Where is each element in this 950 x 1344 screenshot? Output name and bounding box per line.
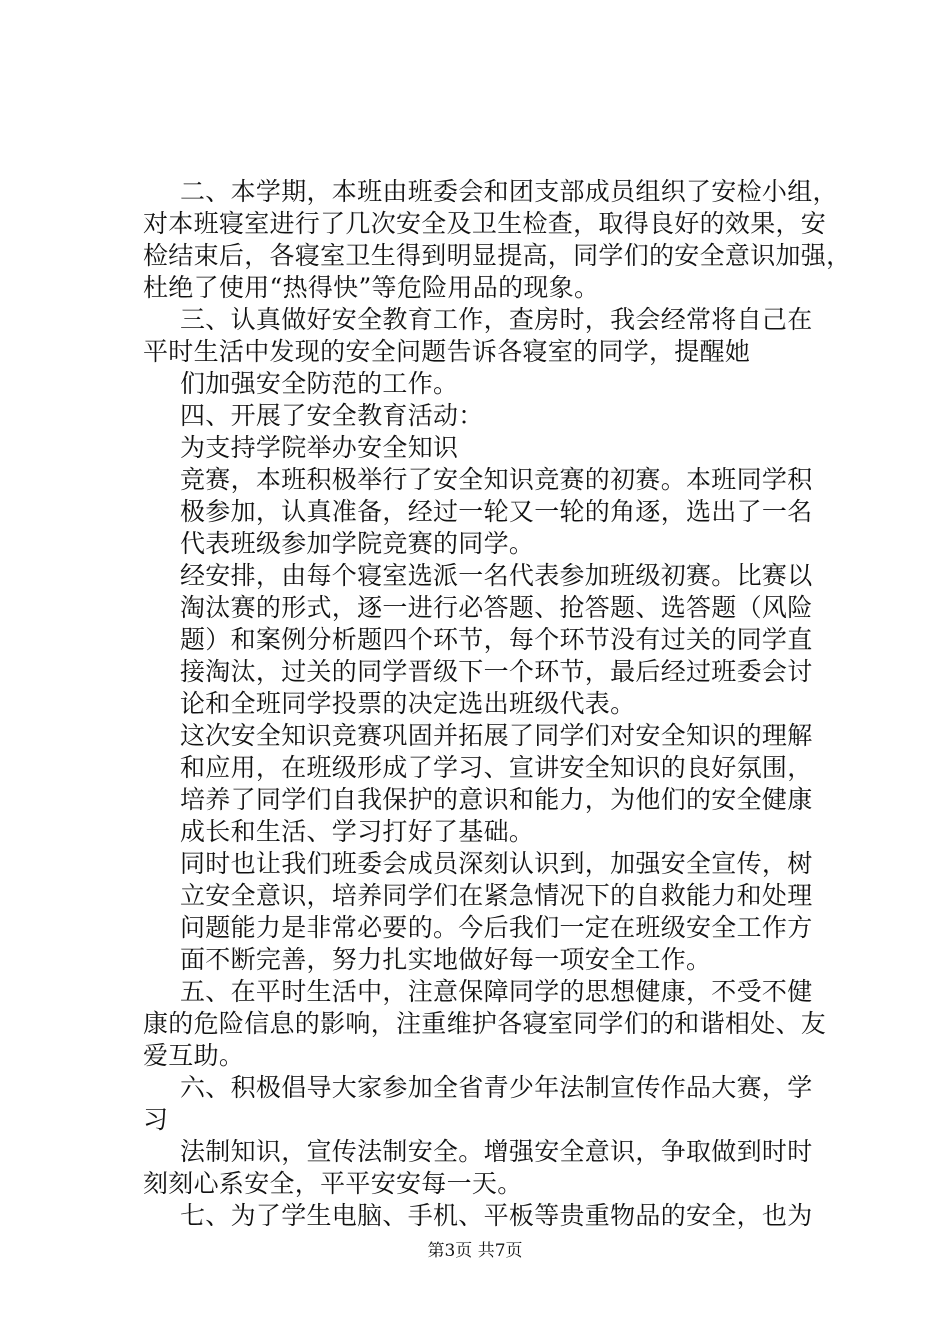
text-line: 六、积极倡导大家参加全省青少年法制宣传作品大赛，学 [180, 1073, 813, 1102]
text-line: 爱互助。 [143, 1041, 245, 1070]
text-line: 五、在平时生活中，注意保障同学的思想健康，不受不健 [180, 977, 813, 1006]
text-line: 论和全班同学投票的决定选出班级代表。 [180, 689, 636, 718]
text-line: 培养了同学们自我保护的意识和能力，为他们的安全健康 [180, 785, 813, 814]
text-line: 和应用，在班级形成了学习、宣讲安全知识的良好氛围， [180, 753, 813, 782]
text-line: 对本班寝室进行了几次安全及卫生检查，取得良好的效果，安 [143, 209, 827, 238]
text-line: 二、本学期，本班由班委会和团支部成员组织了安检小组， [180, 177, 838, 206]
text-line: 淘汰赛的形式，逐一进行必答题、抢答题、选答题（风险 [180, 593, 813, 622]
text-line: 代表班级参加学院竞赛的同学。 [180, 529, 535, 558]
text-line: 极参加，认真准备，经过一轮又一轮的角逐，选出了一名 [180, 497, 813, 526]
text-line: 接淘汰，过关的同学晋级下一个环节，最后经过班委会讨 [180, 657, 813, 686]
text-line: 们加强安全防范的工作。 [180, 369, 459, 398]
page-number: 第3页 共7页 [427, 1241, 523, 1261]
text-line: 法制知识，宣传法制安全。增强安全意识，争取做到时时 [180, 1137, 813, 1166]
text-line: 同时也让我们班委会成员深刻认识到，加强安全宣传，树 [180, 849, 813, 878]
text-line: 检结束后，各寝室卫生得到明显提高，同学们的安全意识加强， [143, 241, 852, 270]
text-line: 竞赛，本班积极举行了安全知识竞赛的初赛。本班同学积 [180, 465, 813, 494]
text-line: 习 [143, 1105, 169, 1134]
text-line: 康的危险信息的影响，注重维护各寝室同学们的和谐相处、友 [143, 1009, 827, 1038]
text-line: 杜绝了使用“热得快”等危险用品的现象。 [143, 273, 600, 302]
text-line: 四、开展了安全教育活动： [180, 401, 484, 430]
text-line: 刻刻心系安全，平平安安每一天。 [143, 1169, 523, 1198]
text-line: 三、认真做好安全教育工作，查房时，我会经常将自己在 [180, 305, 813, 334]
text-line: 题）和案例分析题四个环节，每个环节没有过关的同学直 [180, 625, 813, 654]
text-line: 立安全意识，培养同学们在紧急情况下的自救能力和处理 [180, 881, 813, 910]
text-line: 这次安全知识竞赛巩固并拓展了同学们对安全知识的理解 [180, 721, 813, 750]
text-line: 平时生活中发现的安全问题告诉各寝室的同学，提醒她 [143, 337, 751, 366]
text-line: 为支持学院举办安全知识 [180, 433, 459, 462]
text-line: 七、为了学生电脑、手机、平板等贵重物品的安全，也为 [180, 1201, 813, 1230]
text-line: 面不断完善，努力扎实地做好每一项安全工作。 [180, 945, 712, 974]
text-line: 成长和生活、学习打好了基础。 [180, 817, 535, 846]
text-line: 经安排，由每个寝室选派一名代表参加班级初赛。比赛以 [180, 561, 813, 590]
text-line: 问题能力是非常必要的。今后我们一定在班级安全工作方 [180, 913, 813, 942]
